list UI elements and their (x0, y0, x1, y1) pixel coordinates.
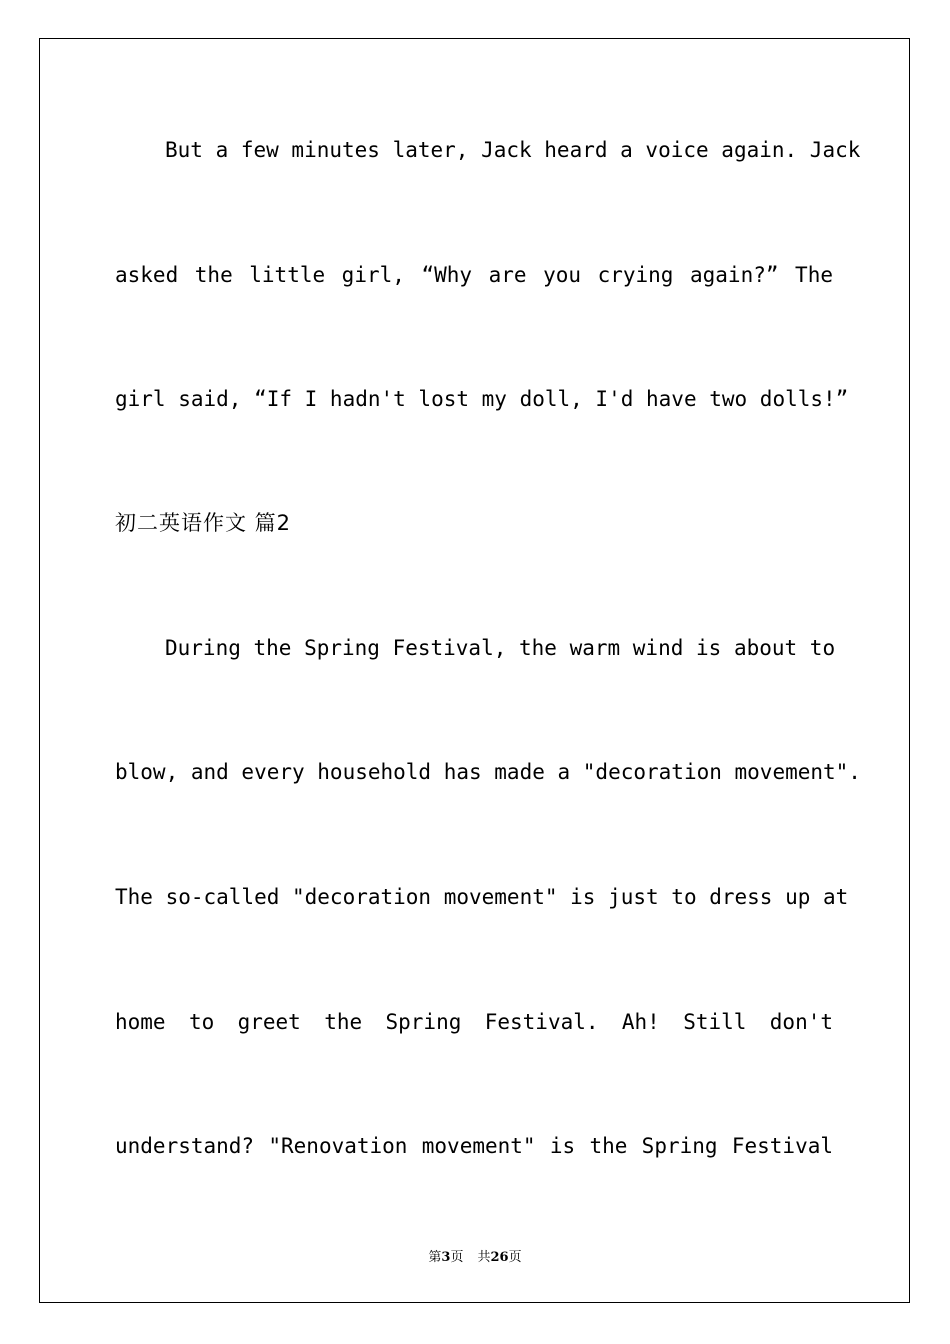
footer-total-suffix: 页 (508, 1250, 522, 1265)
body-line-5: blow, and every household has made a "decoration movement". (115, 760, 861, 784)
section-heading: 初二英语作文 篇2 (115, 511, 292, 535)
footer-page-suffix: 页 (450, 1250, 464, 1265)
body-line-8: understand? "Renovation movement" is the Spring Festival (115, 1134, 833, 1158)
page-footer (0, 1246, 950, 1265)
footer-current-page: 3 (441, 1250, 451, 1265)
body-line-1: But a few minutes later, Jack heard a voice again. Jack (165, 138, 861, 162)
footer-prefix: 第 (428, 1250, 442, 1265)
body-line-6: The so-called "decoration movement" is just to dress up at (115, 885, 849, 909)
footer-total-pages: 26 (490, 1250, 509, 1265)
body-line-3: girl said, “If I hadn't lost my doll, I'd have two dolls!” (115, 387, 849, 411)
body-line-2: asked the little girl, “Why are you crying again?” The (115, 263, 833, 287)
page-border (39, 38, 910, 1303)
body-line-7: home to greet the Spring Festival. Ah! Still don't (115, 1010, 833, 1034)
footer-total-prefix: 共 (477, 1250, 491, 1265)
body-line-4: During the Spring Festival, the warm wind is about to (165, 636, 836, 660)
